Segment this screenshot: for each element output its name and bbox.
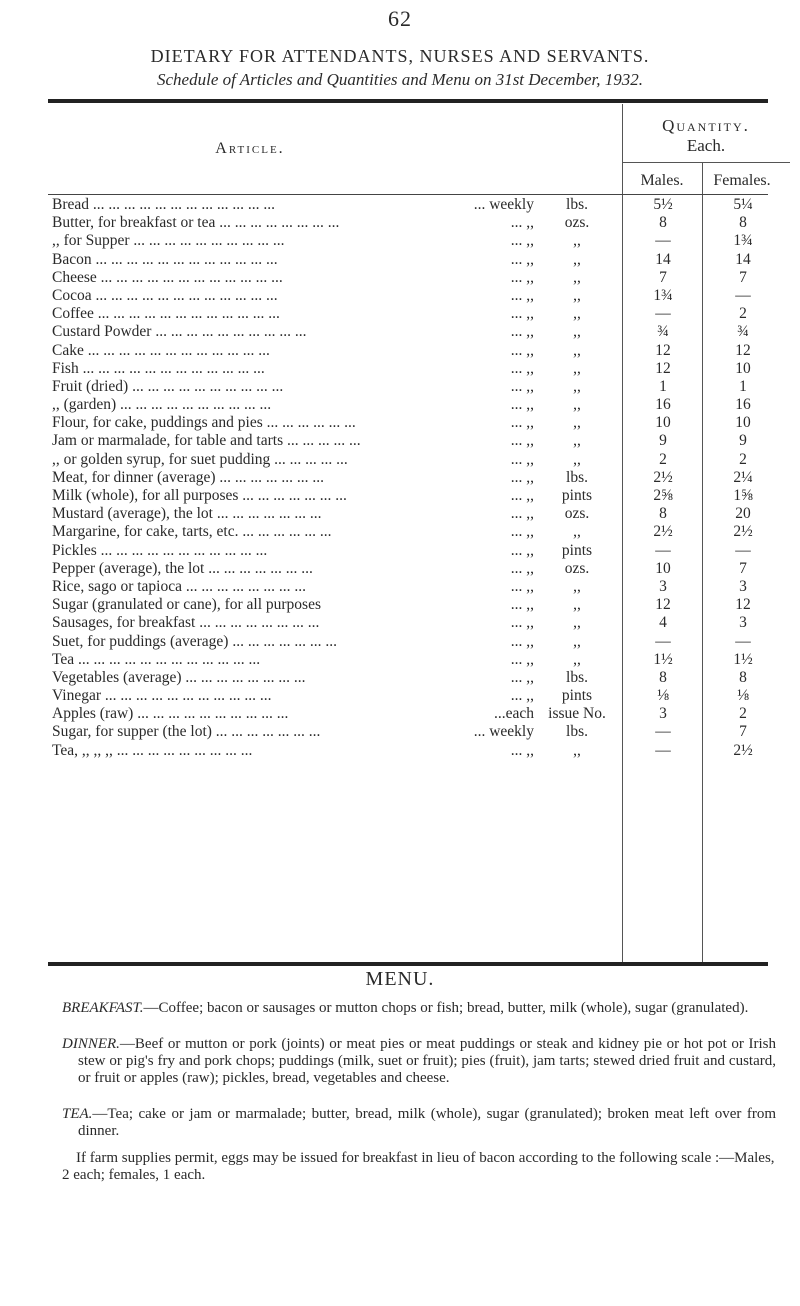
row-article: Fish ... ... ... ... ... ... ... ... ... ... ... ... — [52, 359, 265, 377]
row-unit: ,, — [573, 450, 581, 468]
row-females: 7 — [739, 559, 747, 577]
row-unit: ,, — [573, 377, 581, 395]
row-females: — — [735, 286, 751, 304]
tea-text: —Tea; cake or jam or marmalade; butter, bread, milk (whole), sugar (granulated); broken meat left over from dinner. — [78, 1106, 776, 1139]
row-males: 12 — [655, 359, 671, 377]
row-females: — — [735, 632, 751, 650]
row-article: Bacon ... ... ... ... ... ... ... ... ... ... ... ... — [52, 250, 278, 268]
menu-tea — [62, 1106, 776, 1140]
row-females: 2½ — [733, 741, 753, 759]
row-unit: pints — [561, 687, 593, 705]
row-period: ... ,, — [462, 633, 534, 651]
row-females: 1¾ — [733, 232, 753, 250]
page-subtitle: Schedule of Articles and Quantities and Menu on 31st December, 1932. — [157, 70, 643, 89]
row-article: Bread ... ... ... ... ... ... ... ... ... ... ... ... — [52, 196, 276, 213]
row-males: — — [655, 305, 671, 323]
row-males: 9 — [659, 432, 667, 450]
dinner-text: —Beef or mutton or pork (joints) or meat pies or meat puddings or steak and kidney pie or hot pot or Irish stew or pig's fry and pork chops; puddings (milk, suet or fruit); pies (fruit), jam tarts; stewed dried fruit and custard, or fruit or apples (raw); pickles, bread, vegetables and cheese. — [78, 1036, 776, 1086]
menu-dinner — [62, 1036, 776, 1087]
row-females: ⅛ — [737, 687, 749, 705]
row-females: ¾ — [737, 323, 749, 341]
row-article: Apples (raw) ... ... ... ... ... ... ... ... ... ... — [52, 705, 289, 723]
row-females: 10 — [735, 359, 751, 377]
row-period: ... ,, — [462, 505, 534, 523]
table-row — [52, 432, 792, 450]
row-unit: ,, — [573, 305, 581, 323]
row-period: ... ,, — [462, 378, 534, 396]
row-period: ... ,, — [462, 560, 534, 578]
page-title: DIETARY FOR ATTENDANTS, NURSES AND SERVANTS. — [150, 46, 650, 66]
row-unit: ,, — [573, 286, 581, 304]
row-males: 2½ — [653, 523, 673, 541]
row-unit: ,, — [573, 359, 581, 377]
row-males: 1½ — [653, 650, 673, 668]
row-females: 16 — [735, 396, 751, 414]
row-unit: ,, — [573, 232, 581, 250]
row-males: — — [655, 632, 671, 650]
table-row — [52, 542, 792, 560]
row-unit: ,, — [573, 614, 581, 632]
row-females: 1½ — [733, 650, 753, 668]
row-unit: lbs. — [566, 468, 588, 486]
row-article: Cheese ... ... ... ... ... ... ... ... ... ... ... ... — [52, 268, 283, 286]
row-males: 7 — [659, 268, 667, 286]
table-row — [52, 396, 792, 414]
row-females: 10 — [735, 414, 751, 432]
row-males: 16 — [655, 396, 671, 414]
row-period: ... ,, — [462, 487, 534, 505]
breakfast-text: —Coffee; bacon or sausages or mutton chops or fish; bread, butter, milk (whole), sugar (granulated). — [143, 1000, 749, 1016]
column-header-males: Males. — [640, 172, 684, 189]
header-bottom-rule — [48, 194, 768, 195]
table-row — [52, 523, 792, 541]
row-males: — — [655, 541, 671, 559]
table-row — [52, 633, 792, 651]
table-row — [52, 269, 792, 287]
row-females: 12 — [735, 596, 751, 614]
row-females: 2¼ — [733, 468, 753, 486]
row-article: Vinegar ... ... ... ... ... ... ... ... ... ... ... — [52, 687, 272, 705]
row-period: ... weekly — [462, 723, 534, 741]
column-header-females: Females. — [713, 172, 771, 189]
row-unit: ozs. — [564, 559, 590, 577]
row-females: 14 — [735, 250, 751, 268]
row-males: 10 — [655, 414, 671, 432]
row-females: 5¼ — [733, 196, 753, 213]
row-males: 12 — [655, 341, 671, 359]
row-males: 1¾ — [653, 286, 673, 304]
menu-title: MENU. — [365, 968, 435, 990]
row-unit: ,, — [573, 632, 581, 650]
row-males: ⅛ — [657, 687, 669, 705]
row-unit: ,, — [573, 432, 581, 450]
row-period: ... ,, — [462, 614, 534, 632]
row-article: Mustard (average), the lot ... ... ... ... ... ... ... — [52, 505, 322, 523]
table-row — [52, 651, 792, 669]
row-females: 8 — [739, 214, 747, 232]
row-unit: ,, — [573, 577, 581, 595]
row-article: Pickles ... ... ... ... ... ... ... ... ... ... ... — [52, 541, 268, 559]
table-row — [52, 451, 792, 469]
row-females: 20 — [735, 505, 751, 523]
row-article: Butter, for breakfast or tea ... ... ... ... ... ... ... ... — [52, 214, 340, 232]
table-row — [52, 251, 792, 269]
row-period: ... ,, — [462, 342, 534, 360]
row-article: ,, (garden) ... ... ... ... ... ... ... ... ... ... — [52, 396, 272, 414]
table-row — [52, 723, 792, 741]
eggs-note: If farm supplies permit, eggs may be issued for breakfast in lieu of bacon according to the following scale :—Males, 2 each; females, 1 each. — [62, 1150, 775, 1183]
table-row — [52, 596, 792, 614]
quantity-subheader-rule — [622, 162, 790, 163]
table-row — [52, 360, 792, 378]
row-period: ... ,, — [462, 578, 534, 596]
row-females: 1 — [739, 377, 747, 395]
table-row — [52, 487, 792, 505]
row-period: ... ,, — [462, 451, 534, 469]
column-header-quantity — [622, 116, 790, 156]
row-males: 5½ — [653, 196, 673, 213]
table-bottom-rule — [48, 962, 768, 966]
row-article: Custard Powder ... ... ... ... ... ... ... ... ... ... — [52, 323, 307, 341]
row-males: ¾ — [657, 323, 669, 341]
row-unit: issue No. — [548, 705, 606, 723]
row-period: ... ,, — [462, 287, 534, 305]
tea-key: TEA. — [62, 1106, 93, 1122]
row-unit: ,, — [573, 414, 581, 432]
row-article: Sausages, for breakfast ... ... ... ... ... ... ... ... — [52, 614, 320, 632]
row-males: 3 — [659, 577, 667, 595]
row-males: 1 — [659, 377, 667, 395]
table-row — [52, 578, 792, 596]
row-females: 3 — [739, 614, 747, 632]
row-females: 2 — [739, 705, 747, 723]
table-row — [52, 614, 792, 632]
row-period: ... ,, — [462, 323, 534, 341]
table-row — [52, 560, 792, 578]
table-row — [52, 505, 792, 523]
row-article: Tea ... ... ... ... ... ... ... ... ... ... ... ... — [52, 650, 261, 668]
row-unit: ,, — [573, 341, 581, 359]
row-unit: ,, — [573, 268, 581, 286]
table-row — [52, 287, 792, 305]
row-unit: ,, — [573, 523, 581, 541]
row-period: ... weekly — [462, 196, 534, 214]
row-females: — — [735, 541, 751, 559]
row-unit: ,, — [573, 323, 581, 341]
row-period: ... ,, — [462, 269, 534, 287]
row-males: 8 — [659, 214, 667, 232]
table-row — [52, 323, 792, 341]
row-article: Tea, ,, ,, ,, ... ... ... ... ... ... ... ... ... — [52, 741, 253, 759]
row-period: ... ,, — [462, 687, 534, 705]
row-females: 2 — [739, 305, 747, 323]
row-period: ... ,, — [462, 596, 534, 614]
row-unit: ,, — [573, 650, 581, 668]
table-row — [52, 378, 792, 396]
column-header-article: Article. — [215, 140, 285, 157]
row-article: Margarine, for cake, tarts, etc. ... ... ... ... ... ... — [52, 523, 332, 541]
row-females: 12 — [735, 341, 751, 359]
row-males: 2½ — [653, 468, 673, 486]
row-unit: ,, — [573, 396, 581, 414]
row-males: 12 — [655, 596, 671, 614]
row-females: 2½ — [733, 523, 753, 541]
page-number: 62 — [388, 6, 412, 31]
row-article: Fruit (dried) ... ... ... ... ... ... ... ... ... ... — [52, 377, 284, 395]
table-row — [52, 214, 792, 232]
row-males: 2 — [659, 450, 667, 468]
table-row — [52, 469, 792, 487]
dinner-key: DINNER. — [62, 1036, 120, 1052]
row-period: ...each — [462, 705, 534, 723]
menu-breakfast — [62, 1000, 776, 1017]
row-period: ... ,, — [462, 251, 534, 269]
row-article: ,, for Supper ... ... ... ... ... ... ... ... ... ... — [52, 232, 285, 250]
row-males: 8 — [659, 668, 667, 686]
row-article: Rice, sago or tapioca ... ... ... ... ... ... ... ... — [52, 577, 306, 595]
row-unit: pints — [561, 541, 593, 559]
row-unit: lbs. — [566, 723, 588, 741]
row-article: Sugar (granulated or cane), for all purposes — [52, 596, 321, 614]
row-article: Milk (whole), for all purposes ... ... ... ... ... ... ... — [52, 487, 347, 504]
row-unit: ozs. — [564, 214, 590, 232]
row-period: ... ,, — [462, 360, 534, 378]
row-unit: ,, — [573, 596, 581, 614]
row-article: Cocoa ... ... ... ... ... ... ... ... ... ... ... ... — [52, 286, 278, 304]
row-period: ... ,, — [462, 232, 534, 250]
row-males: — — [655, 723, 671, 741]
row-unit: pints — [561, 487, 593, 504]
row-period: ... ,, — [462, 305, 534, 323]
table-row — [52, 342, 792, 360]
row-article: Vegetables (average) ... ... ... ... ... ... ... ... — [52, 668, 306, 686]
row-unit: ,, — [573, 741, 581, 759]
row-period: ... ,, — [462, 669, 534, 687]
row-period: ... ,, — [462, 542, 534, 560]
row-females: 9 — [739, 432, 747, 450]
row-article: Suet, for puddings (average) ... ... ... ... ... ... ... — [52, 632, 337, 650]
row-males: 14 — [655, 250, 671, 268]
row-period: ... ,, — [462, 432, 534, 450]
row-males: 4 — [659, 614, 667, 632]
row-period: ... ,, — [462, 396, 534, 414]
each-label: Each. — [686, 136, 726, 155]
row-period: ... ,, — [462, 742, 534, 760]
top-rule — [48, 99, 768, 103]
table-row — [52, 196, 792, 214]
row-females: 2 — [739, 450, 747, 468]
row-article: ,, or golden syrup, for suet pudding ... ... ... ... ... — [52, 450, 348, 468]
row-females: 7 — [739, 723, 747, 741]
row-unit: ozs. — [564, 505, 590, 523]
row-unit: lbs. — [566, 196, 588, 213]
row-females: 8 — [739, 668, 747, 686]
row-unit: ,, — [573, 250, 581, 268]
row-article: Flour, for cake, puddings and pies ... ... ... ... ... ... — [52, 414, 356, 432]
row-males: 8 — [659, 505, 667, 523]
row-females: 7 — [739, 268, 747, 286]
row-unit: lbs. — [566, 668, 588, 686]
row-article: Coffee ... ... ... ... ... ... ... ... ... ... ... ... — [52, 305, 280, 323]
table-row — [52, 232, 792, 250]
row-males: 10 — [655, 559, 671, 577]
row-females: 1⅝ — [733, 487, 753, 504]
row-article: Meat, for dinner (average) ... ... ... ... ... ... ... — [52, 468, 325, 486]
row-article: Cake ... ... ... ... ... ... ... ... ... ... ... ... — [52, 341, 270, 359]
row-males: — — [655, 232, 671, 250]
quantity-label: Quantity. — [662, 116, 750, 135]
row-males: 2⅝ — [653, 487, 673, 504]
table-row — [52, 687, 792, 705]
row-article: Pepper (average), the lot ... ... ... ... ... ... ... — [52, 559, 313, 577]
table-row — [52, 742, 792, 760]
row-females: 3 — [739, 577, 747, 595]
breakfast-key: BREAKFAST. — [62, 1000, 144, 1016]
row-males: 3 — [659, 705, 667, 723]
row-article: Sugar, for supper (the lot) ... ... ... ... ... ... ... — [52, 723, 321, 741]
table-row — [52, 669, 792, 687]
row-article: Jam or marmalade, for table and tarts ... ... ... ... ... — [52, 432, 361, 450]
dietary-table — [52, 196, 792, 760]
row-period: ... ,, — [462, 214, 534, 232]
table-row — [52, 705, 792, 723]
row-period: ... ,, — [462, 651, 534, 669]
row-period: ... ,, — [462, 414, 534, 432]
table-row — [52, 414, 792, 432]
row-period: ... ,, — [462, 469, 534, 487]
table-row — [52, 305, 792, 323]
row-males: — — [655, 741, 671, 759]
row-period: ... ,, — [462, 523, 534, 541]
